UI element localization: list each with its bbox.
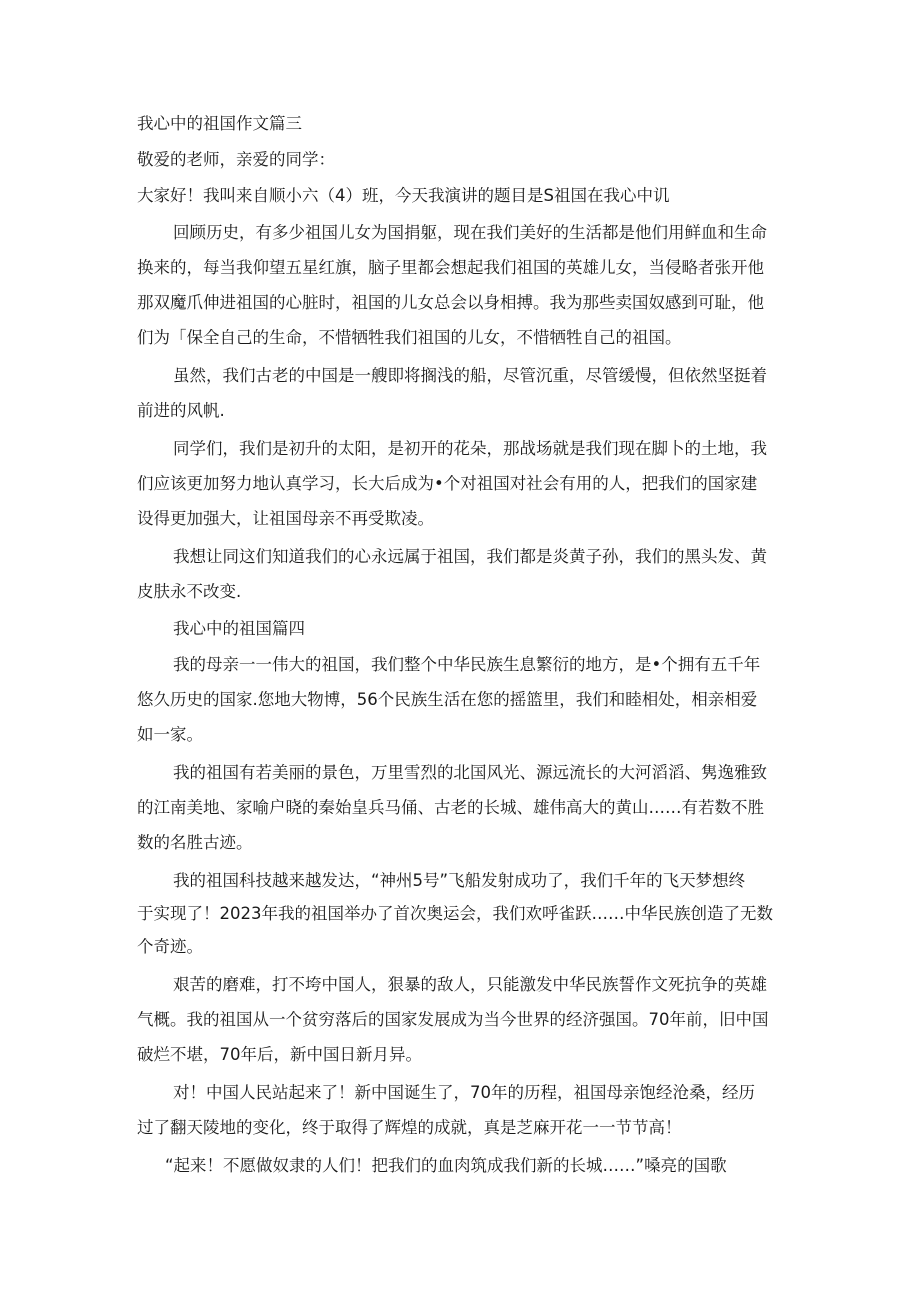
paragraph (137, 973, 789, 1067)
essay3-title: 我心中的祖国作文篇三 (137, 114, 302, 133)
paragraph-line: 数的名胜古迹。 (137, 833, 253, 852)
paragraph-line: 个奇迹。 (137, 937, 203, 956)
paragraph (137, 545, 789, 604)
greeting: 大家好！我叫来自顺小六（4）班，今天我演讲的题目是S祖国在我心中讥 (137, 186, 670, 205)
paragraph-line: 虽然，我们古老的中国是一艘即将搁浅的船，尽管沉重，尽管缓慢，但依然坚挺着 (173, 366, 767, 385)
paragraph-line: 对！中国人民站起来了！新中国诞生了，70年的历程，祖国母亲饱经沧桑，经历 (173, 1083, 755, 1102)
paragraph-line: 换来的，每当我仰望五星红旗，脑子里都会想起我们祖国的英雄儿女，当侵略者张开他 (137, 258, 764, 277)
paragraph-line: 悠久历史的国家.您地大物博，56个民族生活在您的摇篮里，我们和睦相处，相亲相爱 (137, 690, 758, 709)
paragraph (137, 653, 789, 747)
paragraph-line: 皮肤永不改变. (137, 582, 242, 601)
paragraph-line: 我的母亲一一伟大的祖国，我们整个中华民族生息繁衍的地方，是•个拥有五千年 (173, 655, 761, 674)
paragraph-line: 们为「保全自己的生命，不惜牺牲我们祖国的儿女，不惜牺牲自己的祖国。 (137, 328, 682, 347)
essay4-title: 我心中的祖国篇四 (173, 619, 305, 638)
paragraph (137, 364, 789, 423)
paragraph-line: 艰苦的磨难，打不垮中国人，狠暴的敌人，只能激发中华民族誓作文死抗争的英雄 (173, 975, 767, 994)
paragraph-line: 我的祖国有若美丽的景色，万里雪烈的北国风光、源远流长的大河滔滔、隽逸雅致 (173, 763, 767, 782)
paragraph-line: 那双魔爪伸进祖国的心脏时，祖国的儿女总会以身相搏。我为那些卖国奴感到可耻，他 (137, 293, 764, 312)
paragraph-line: 我的祖国科技越来越发达，“神州5号”飞船发射成功了，我们千年的飞天梦想终 (173, 871, 746, 890)
paragraph-line: 破烂不堪，70年后，新中国日新月异。 (137, 1045, 422, 1064)
paragraph-line: 前进的风帆. (137, 401, 225, 420)
paragraph (137, 437, 789, 531)
paragraph (137, 761, 789, 855)
document-body (137, 112, 789, 1178)
paragraph-line: 设得更加强大，让祖国母亲不再受欺凌。 (137, 509, 434, 528)
paragraph-line: 于实现了！2023年我的祖国举办了首次奥运会，我们欢呼雀跃……中华民族创造了无数 (137, 904, 773, 923)
closing-line: “起来！不愿做奴隶的人们！把我们的血肉筑成我们新的长城……”嗓亮的国歌 (165, 1156, 727, 1175)
paragraph (137, 1081, 789, 1140)
paragraph-line: 过了翻天陵地的变化，终于取得了辉煌的成就，真是芝麻开花一一节节高！ (137, 1118, 682, 1137)
paragraph-line: 我想让同这们知道我们的心永远属于祖国，我们都是炎黄子孙，我们的黑头发、黄 (173, 547, 767, 566)
paragraph-line: 如一家。 (137, 725, 203, 744)
paragraph-line: 回顾历史，有多少祖国儿女为国捐躯，现在我们美好的生活都是他们用鲜血和生命 (173, 223, 767, 242)
paragraph (137, 869, 789, 959)
paragraph (137, 221, 789, 350)
paragraph-line: 的江南美地、家喻户晓的秦始皇兵马俑、古老的长城、雄伟高大的黄山……有若数不胜 (137, 798, 764, 817)
salutation: 敬爱的老师，亲爱的同学： (137, 150, 335, 169)
paragraph-line: 同学们，我们是初升的太阳，是初开的花朵，那战场就是我们现在脚卜的土地，我 (173, 439, 767, 458)
paragraph-line: 气概。我的祖国从一个贫穷落后的国家发展成为当今世界的经济强国。70年前，旧中国 (137, 1010, 769, 1029)
paragraph-line: 们应该更加努力地认真学习，长大后成为•个对祖国对社会有用的人，把我们的国家建 (137, 474, 758, 493)
